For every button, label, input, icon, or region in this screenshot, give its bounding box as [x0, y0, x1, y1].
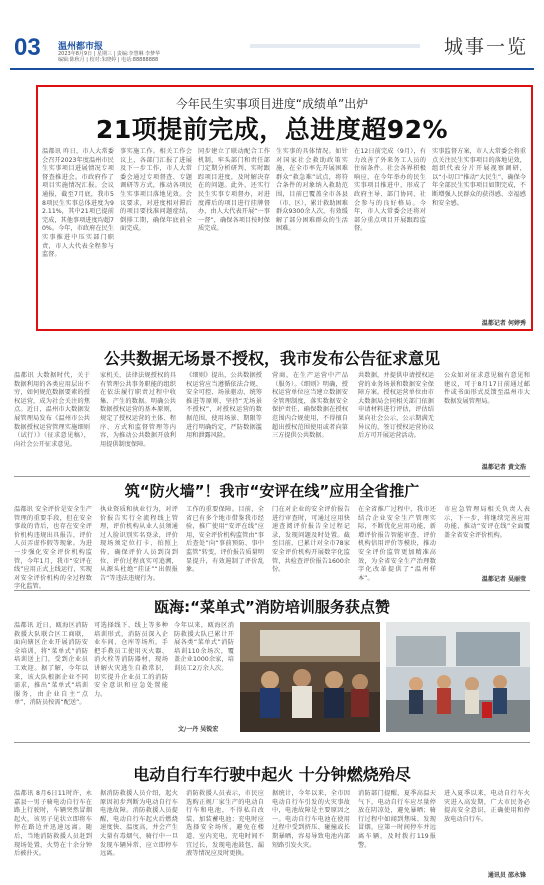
article3-column-1: 温都讯 安全评价是安全生产管理的重要手段，但在安全事故的背后，也存在安全评价机构违规出具报告、评价人员弄虚作假等现象。为进一步强化安全评价机构监管，今年1月，我市“安评在线”应用正式上线运行，实现对安全评价机构的全过程数字化监管。	[14, 506, 92, 591]
article1-byline: 温都记者 何婷秀	[481, 320, 526, 327]
article4-byline: 文/一丹 吴锐宏	[178, 726, 219, 733]
article1-column-1: 温都讯 昨日，市人大常委会召开2023年度温州市民生实事项目进展情况专项督查推进会。市政府作了项目实施情况汇报。会议通报，截至7月底，我市58项民生实事总体进度为92.11%，其中21项已提前完成，其他事项进度均超70%。今年，市政府在民生实事推进中压实部门职责，市人大代表全程参与监督。	[42, 148, 114, 259]
article5-column-1: 温都讯 8月6日11时许，永嘉县一男子骑电动自行车在路上行驶时，车辆突然冒烟起火，该男子见状立即将车停在路边并迅速远离。随后，当地消防救援人员赶到现场处置，火势在十余分钟后被扑灭。	[14, 790, 92, 858]
page-number: 03	[14, 34, 41, 61]
article5-column-2: 据消防救援人员介绍，起火原因初步判断为电动自行车电池故障。消防救援人员提醒，电动自行车起火后燃烧速度快、温度高，并会产生大量有毒烟气，骑行中一旦发现车辆异常，应立即停车远离。	[100, 790, 178, 858]
divider-rule	[14, 590, 530, 591]
article2-column-3: 《细则》提出，公共数据授权运营应当遵循依法合规、安全可控、场景驱动、统筹推进等原则，坚持“无场景不授权”，对授权运营的数据范围、使用场景、期限等进行明确约定，严防数据滥用和泄露风险。	[186, 372, 262, 440]
article2-column-5: 共数据，并提供申请授权运营的业务场景和数据安全保障方案。授权运营单位由市大数据局会同相关部门依据申请材料进行评估，评估结果向社会公示，公示期满无异议的，签订授权运营协议后方可开展运营活动。	[358, 372, 434, 440]
training-photo-indoor-graphic	[240, 622, 380, 732]
article3-column-3: 工作的重要保障。目前，全省已有多个地市借鉴我市经验，推广使用“安评在线”应用，安全评价机构监管由“事后查处”向“事前预防、事中监管”转变，评价报告质量明显提升，有效遏制了评价乱象。	[186, 506, 264, 574]
article2-column-4: 营商，在生产运营中产品（服务）。《细则》明确，授权运营单位应当建立数据安全管理制度，落实数据安全保护责任，确保数据在授权范围内合规使用，不得擅自超出授权范围使用或者向第三方提供公共数据。	[272, 372, 348, 440]
article2-headline[interactable]: 公共数据无场景不授权，我市发布公告征求意见	[103, 349, 440, 368]
article2-column-1: 温都讯 大数据时代，关于数据利用的各类应用层出不穷，如何规范数据要素的授权运营，成为社会关注的焦点。近日，温州市大数据发展管理局发布《温州市公共数据授权运营管理实施细则（试行）》（征求意见稿），向社会公开征求意见。	[14, 372, 90, 448]
article2-column-6: 公众如对征求意见稿有意见和建议，可于8月17日前通过邮件或书面形式反馈至温州市大数据发展管理局。	[444, 372, 530, 405]
article1-column-2: 事实施工作。相关工作会议上，各部门汇报了进展及下一步工作，市人大常委会通过专项督查、专题调研等方式，推动各项民生实事项目落地见效。会议要求，对进度相对滞后的项目要找准问题症结，倒排工期，确保年底前全面完成。	[120, 148, 192, 233]
article5-headline[interactable]: 电动自行车行驶中起火 十分钟燃烧殆尽	[133, 765, 411, 784]
training-photo-outdoor-graphic	[386, 622, 530, 732]
article1-column-3: 同步建立了联动配合工作机制，牢头部门和责任部门定期分析研判，实时跟踪项目进度，及时解决存在的问题。此外，还实行民生实事专项督办，对进度滞后的项目进行挂牌督办，由人大代表开展“一事一督”，确保各项目按时保质完成。	[198, 148, 270, 233]
article2-column-2: 家机关、法律法规授权的具有管理公共事务职能的组织在依法履行职责过程中收集、产生的数据。明确公共数据授权运营的基本原则，规定了授权运营的主体、程序、方式和监督管理等内容，为推动公共数据开放利用提供制度保障。	[100, 372, 176, 448]
article1-kicker: 今年民生实事项目进度“成绩单”出炉	[175, 97, 369, 111]
masthead-meta-line1: 2023年8月9日 | 星期三 | 责编:李慧琳 李梦华	[58, 51, 161, 57]
article3-column-4: 门在对企业的安全评价报告进行审查时，可通过应用快速查阅评价报告全过程记录，发现问题及时处置。截至目前，已累计对全市78家安全评价机构开展数字化监管，共检查评价报告1600余份。	[272, 506, 350, 574]
article5-column-5: 消防部门提醒，夏季高温天气下，电动自行车应尽量停放在阴凉处，避免暴晒；骑行过程中如闻到焦味、发现冒烟，应第一时间停车并远离车辆，及时拨打119报警。	[358, 790, 436, 849]
training-photo-outdoor	[386, 622, 530, 732]
paper-name: 温州都市报	[58, 42, 104, 52]
divider-rule	[14, 476, 530, 477]
article5-column-6: 进入夏季以来，电动自行车火灾进入高发期，广大市民务必提高安全意识，正确使用和停放电动自行车。	[444, 790, 530, 823]
article5-column-3: 消防救援人员表示，市民应选购正规厂家生产的电动自行车和电池，不得私自改装、加装蓄电池；充电时应选择安全场所，避免在楼道、室内充电，充电时间不宜过长，发现电池鼓包、漏液等情况应及时更换。	[186, 790, 264, 858]
divider-rule	[14, 742, 530, 743]
masthead-rule	[10, 68, 534, 70]
article4-column-2: 可选择线下、线上等多种培训形式，消防员深入企业车间、仓库等场所，手把手教员工使用灭火器、消火栓等消防器材，现场讲解火灾逃生自救常识，切实提升企业员工的消防安全意识和应急处置能力。	[94, 622, 168, 698]
article1-headline[interactable]: 21项提前完成，总进度超92%	[95, 115, 449, 144]
article1-column-4: 生实事的具体情况。如针对国家社会救助政策实施，在全市率先开展困难群众“救急难”试点，将符合条件的对象纳入救助范围，目前已覆盖全市各县（市、区），累计救助困难群众9300余人次，有效缓解了部分困难群众的生活困难。	[276, 148, 348, 233]
article4-column-3: 今年以来，瓯海区消防救援大队已累计开展各类“菜单式”消防培训110余场次，覆盖企业1000余家，培训员工2万余人次。	[174, 622, 234, 672]
masthead	[0, 0, 544, 70]
article1-column-5: 在12日前完成（9月），有力改善了外来务工人员的住宿条件。社会各界积极响应，在今年举办的民生实事项目推进中，形成了政府主导、部门协同、社会参与的良好格局。今年，市人大常委会还将对部分重点项目开展跟踪监督。	[354, 148, 426, 233]
masthead-decor-bar	[250, 44, 420, 48]
masthead-meta-line2: 编辑:陈秋月 | 校对:朱晓婷 | 电话:88888888	[58, 57, 159, 63]
section-title: 城事一览	[443, 36, 528, 58]
article4-column-1: 温都讯 近日，瓯海区消防救援大队联合区工商联，面向辖区企业开展消防安全培训，将“菜单式”消防培训送上门，受到企业员工欢迎。据了解，今年以来，该大队根据企业不同需求，推出“菜单式”培训服务，由企业自主“点单”，消防员按需“配送”。	[14, 622, 88, 707]
training-photo-indoor	[240, 622, 380, 732]
article3-column-5: 在全省推广过程中，我市还结合企业安全生产管理实际，不断优化应用功能，新增评价报告智能审查、评价机构信用评价等模块，推动安全评价监管更加精准高效，为全省安全生产治理数字化改革提供了“温州样本”。	[358, 506, 436, 582]
article3-column-6: 市应急管理局相关负责人表示，下一步，将继续完善应用功能，推动“安评在线”全面覆盖全省安全评价机构。	[444, 506, 530, 539]
article4-headline[interactable]: 瓯海:“菜单式”消防培训服务获点赞	[154, 598, 390, 616]
article2-byline: 温都记者 黄文浩	[481, 464, 526, 471]
article3-column-2: 执业资质和执业行为，对评价报告实行全流程线上管理，评价机构从业人员须通过人脸识别实名登录，评价现场须定位打卡、拍照上传，确保评价人员到岗到位、评价过程真实可追溯，从源头杜绝“挂证”“出假报告”等违法违规行为。	[100, 506, 178, 582]
article5-column-4: 据统计，今年以来，全市因电动自行车引发的火灾事故中，电池故障是主要原因之一。电动自行车电池在使用过程中受到挤压、碰撞或长期暴晒，容易导致电池内部短路引发火灾。	[272, 790, 350, 849]
article3-byline: 温都记者 吴丽莹	[481, 576, 526, 583]
article3-headline[interactable]: 筑“防火墙”！我市“安评在线”应用全省推广	[124, 482, 420, 500]
article1-column-6: 实事监督方案，市人大常委会将重点关注民生实事项目的落地见效，组织代表分片开展视察调研，以“小切口”推动“大民生”，确保今年全部民生实事项目如期完成，不断增强人民群众的获得感、幸福感和安全感。	[432, 148, 526, 207]
article5-byline: 通讯员 邵永锋	[487, 872, 526, 879]
